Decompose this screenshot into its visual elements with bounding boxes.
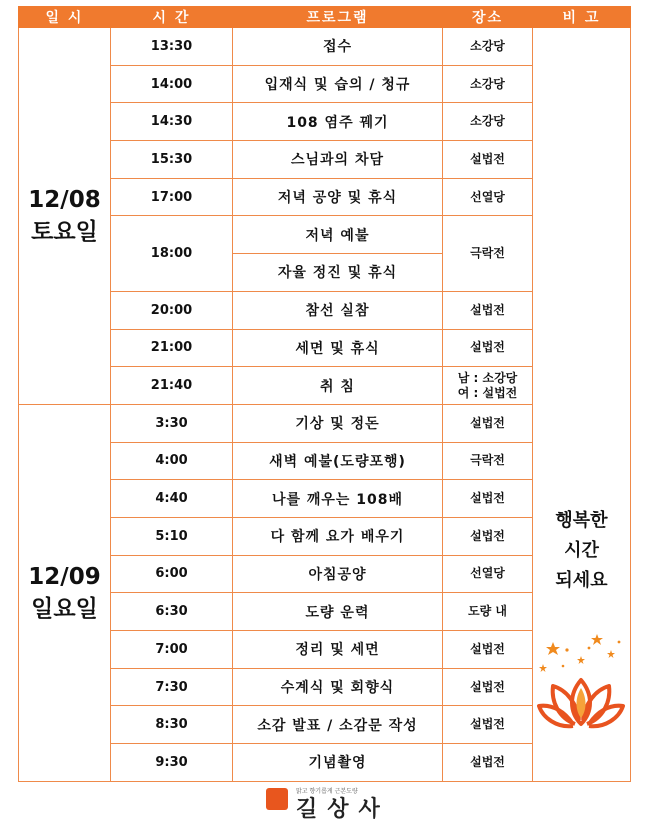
place-cell: 설법전 <box>443 668 533 706</box>
table-row <box>19 28 631 66</box>
note-line-1: 행복한 <box>555 510 608 531</box>
time-cell: 14:00 <box>111 65 233 103</box>
header-place: 장소 <box>443 7 533 28</box>
program-cell: 소감 발표 / 소감문 작성 <box>233 706 443 744</box>
note-line-2: 시간 <box>564 540 599 561</box>
time-cell: 21:00 <box>111 329 233 367</box>
day2-weekday: 일요일 <box>31 595 98 622</box>
time-cell: 8:30 <box>111 706 233 744</box>
program-cell: 취 침 <box>233 367 443 405</box>
time-cell: 17:00 <box>111 178 233 216</box>
time-cell: 15:30 <box>111 141 233 179</box>
time-cell: 5:10 <box>111 517 233 555</box>
place-cell: 소강당 <box>443 28 533 66</box>
time-cell: 3:30 <box>111 404 233 442</box>
time-cell: 14:30 <box>111 103 233 141</box>
footer <box>0 782 650 822</box>
note-message <box>533 506 630 596</box>
note-cell <box>533 28 631 782</box>
time-cell: 7:00 <box>111 631 233 669</box>
place-cell: 극락전 <box>443 216 533 291</box>
header-time: 시 간 <box>111 7 233 28</box>
program-cell: 나를 깨우는 108배 <box>233 480 443 518</box>
place-cell: 설법전 <box>443 706 533 744</box>
program-cell: 자율 정진 및 휴식 <box>233 254 443 292</box>
note-line-3: 되세요 <box>555 570 608 591</box>
header-row <box>19 7 631 28</box>
time-cell: 6:00 <box>111 555 233 593</box>
header-date: 일 시 <box>19 7 111 28</box>
time-cell: 9:30 <box>111 744 233 782</box>
place-cell: 소강당 <box>443 65 533 103</box>
program-cell: 기념촬영 <box>233 744 443 782</box>
program-cell: 새벽 예불(도량포행) <box>233 442 443 480</box>
place-women: 여 : 설법전 <box>457 385 518 400</box>
place-cell: 설법전 <box>443 744 533 782</box>
day2-cell <box>19 404 111 781</box>
program-cell: 정리 및 세면 <box>233 631 443 669</box>
program-cell: 저녁 예불 <box>233 216 443 254</box>
time-cell: 7:30 <box>111 668 233 706</box>
program-cell: 108 염주 꿰기 <box>233 103 443 141</box>
program-cell: 스님과의 차담 <box>233 141 443 179</box>
program-cell: 저녁 공양 및 휴식 <box>233 178 443 216</box>
lotus-icon <box>535 628 627 748</box>
program-cell: 입재식 및 습의 / 청규 <box>233 65 443 103</box>
program-cell: 도량 운력 <box>233 593 443 631</box>
place-cell: 설법전 <box>443 480 533 518</box>
place-cell: 선열당 <box>443 555 533 593</box>
temple-logo-icon <box>266 788 288 810</box>
program-cell: 다 함께 요가 배우기 <box>233 517 443 555</box>
day1-date: 12/08 <box>28 186 101 213</box>
time-cell: 13:30 <box>111 28 233 66</box>
day1-cell <box>19 28 111 405</box>
footer-temple-name: 길상사 <box>296 797 390 822</box>
program-cell: 접수 <box>233 28 443 66</box>
program-cell: 참선 실참 <box>233 291 443 329</box>
time-cell: 4:40 <box>111 480 233 518</box>
footer-tagline: 맑고 향기롭게 근본도량 <box>296 788 358 795</box>
time-cell: 4:00 <box>111 442 233 480</box>
place-cell: 설법전 <box>443 404 533 442</box>
place-cell: 설법전 <box>443 329 533 367</box>
place-cell: 극락전 <box>443 442 533 480</box>
program-cell: 기상 및 정돈 <box>233 404 443 442</box>
place-men: 남 : 소강당 <box>457 370 518 385</box>
place-cell: 설법전 <box>443 291 533 329</box>
place-cell: 설법전 <box>443 631 533 669</box>
time-cell: 18:00 <box>111 216 233 291</box>
day2-date: 12/09 <box>28 563 101 590</box>
place-cell: 도량 내 <box>443 593 533 631</box>
header-note: 비 고 <box>533 7 631 28</box>
day1-weekday: 토요일 <box>31 218 98 245</box>
place-cell: 선열당 <box>443 178 533 216</box>
program-cell: 수계식 및 회향식 <box>233 668 443 706</box>
schedule-table <box>18 6 631 782</box>
time-cell: 20:00 <box>111 291 233 329</box>
place-cell: 소강당 <box>443 103 533 141</box>
program-cell: 아침공양 <box>233 555 443 593</box>
program-cell: 세면 및 휴식 <box>233 329 443 367</box>
header-program: 프로그램 <box>233 7 443 28</box>
time-cell: 21:40 <box>111 367 233 405</box>
place-cell: 설법전 <box>443 141 533 179</box>
time-cell: 6:30 <box>111 593 233 631</box>
place-cell: 설법전 <box>443 517 533 555</box>
schedule-sheet <box>18 6 630 782</box>
place-cell <box>443 367 533 405</box>
